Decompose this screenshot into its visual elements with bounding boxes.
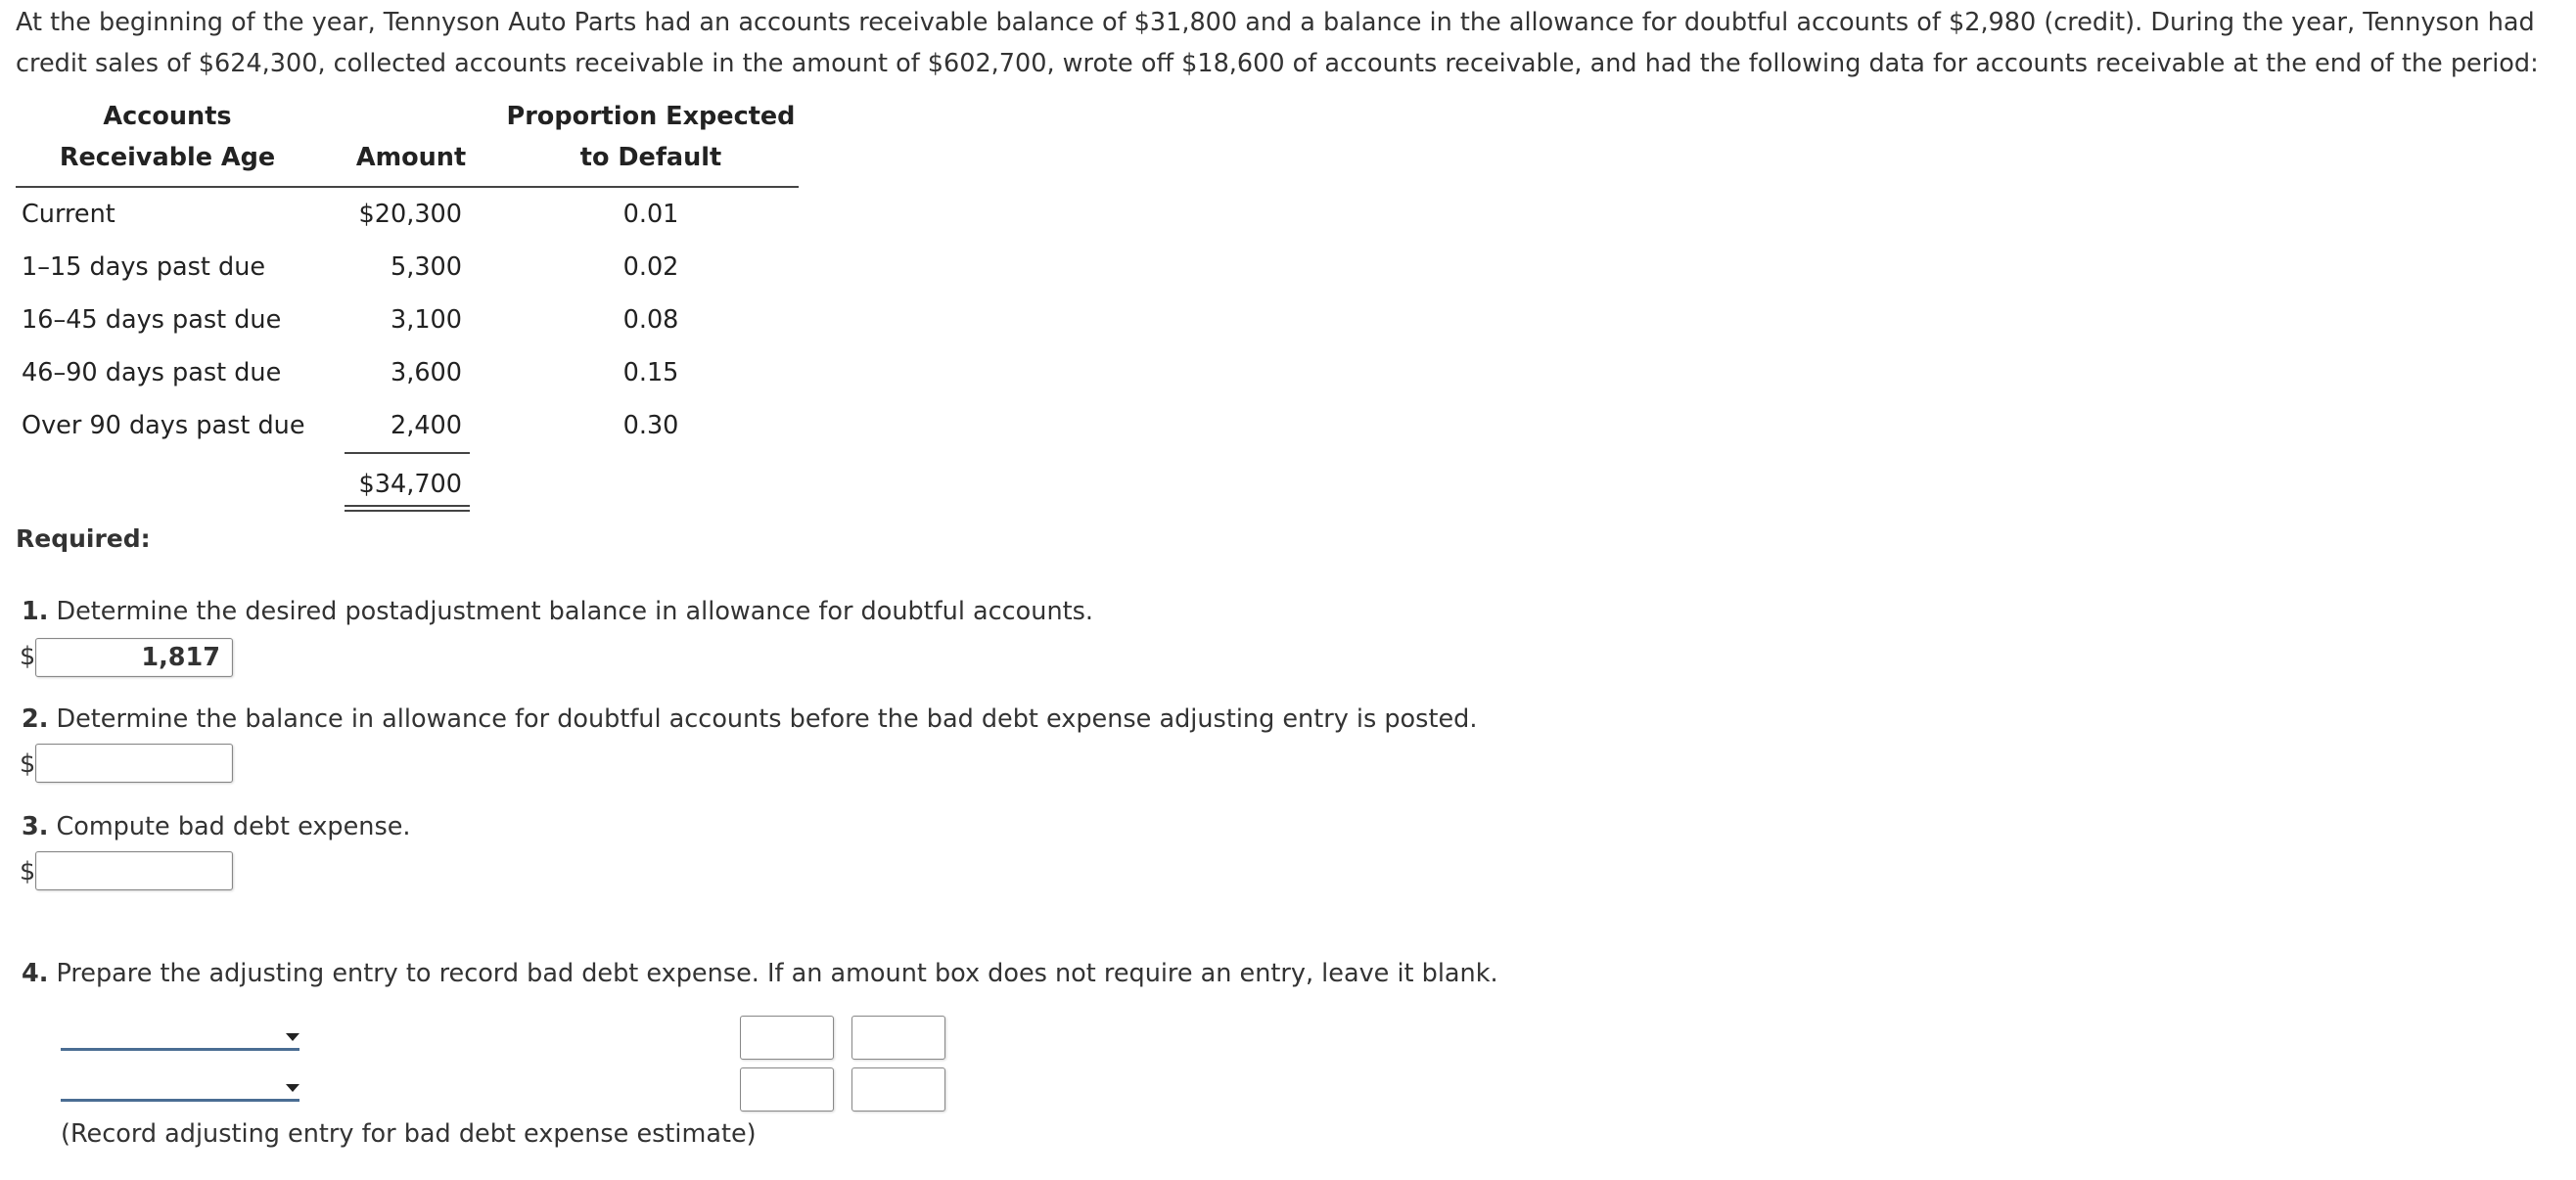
table-row [16, 188, 799, 241]
journal-debit-input-2[interactable] [740, 1067, 834, 1112]
row-amount: 3,100 [390, 305, 462, 335]
journal-entry-note: (Record adjusting entry for bad debt expense estimate) [61, 1119, 757, 1149]
dropdown-arrow-icon [286, 1084, 299, 1092]
table-row [16, 294, 799, 346]
question-2-text: Determine the balance in allowance for doubtful accounts before the bad debt expense adjusting entry is posted. [56, 704, 1478, 734]
row-age: Over 90 days past due [22, 411, 305, 440]
dropdown-arrow-icon [286, 1033, 299, 1041]
journal-debit-input-1[interactable] [740, 1016, 834, 1060]
header-age-line1: Accounts [103, 102, 232, 131]
row-age: Current [22, 200, 115, 229]
table-row [16, 399, 799, 452]
row-proportion: 0.08 [622, 305, 679, 335]
question-2-number: 2. [22, 704, 49, 734]
row-amount: $20,300 [358, 200, 462, 229]
header-prop-line1: Proportion Expected [506, 102, 796, 131]
row-amount: 3,600 [390, 358, 462, 387]
row-proportion: 0.01 [622, 200, 679, 229]
table-row [16, 346, 799, 399]
row-age: 46–90 days past due [22, 358, 282, 387]
row-age: 16–45 days past due [22, 305, 282, 335]
header-age [16, 96, 319, 178]
total-double-rule [345, 505, 470, 512]
row-age: 1–15 days past due [22, 252, 266, 282]
question-3-text: Compute bad debt expense. [56, 812, 411, 841]
question-4 [22, 959, 1498, 988]
question-1-number: 1. [22, 597, 49, 626]
question-4-number: 4. [22, 959, 49, 988]
journal-credit-input-2[interactable] [851, 1067, 945, 1112]
currency-symbol: $ [20, 642, 36, 671]
row-proportion: 0.15 [622, 358, 679, 387]
header-age-line2: Receivable Age [59, 143, 276, 172]
table-row [16, 241, 799, 294]
row-proportion: 0.02 [622, 252, 679, 282]
row-amount: 2,400 [390, 411, 462, 440]
question-3 [22, 812, 411, 841]
question-1 [22, 597, 1093, 626]
journal-credit-input-1[interactable] [851, 1016, 945, 1060]
header-amount: Amount [355, 143, 467, 172]
journal-account-select-1[interactable] [61, 1029, 299, 1051]
total-amount: $34,700 [358, 470, 462, 499]
header-prop-line2: to Default [579, 143, 722, 172]
journal-account-select-2[interactable] [61, 1080, 299, 1102]
header-proportion [487, 96, 814, 178]
currency-symbol: $ [20, 857, 36, 886]
row-amount: 5,300 [390, 252, 462, 282]
question-4-text: Prepare the adjusting entry to record bad debt expense. If an amount box does not require an entry, leave it blank. [56, 959, 1498, 988]
subtotal-rule [345, 452, 470, 454]
currency-symbol: $ [20, 749, 36, 779]
question-3-number: 3. [22, 812, 49, 841]
question-2 [22, 704, 1477, 734]
row-proportion: 0.30 [622, 411, 679, 440]
answer-3-input[interactable] [35, 851, 233, 890]
answer-1-input[interactable]: 1,817 [35, 638, 233, 677]
answer-2-input[interactable] [35, 744, 233, 783]
question-1-text: Determine the desired postadjustment balance in allowance for doubtful accounts. [56, 597, 1093, 626]
required-label: Required: [16, 524, 151, 553]
problem-intro: At the beginning of the year, Tennyson Auto Parts had an accounts receivable balance of $31,800 and a balance in the allowance for doubtful accounts of $2,980 (credit). During the year, Tennyson had credit sales of $624,300, collected accounts receivable in the amount of $602,700, wrote off $18,600 of accounts receivable, and had the following data for accounts receivable at the end of the period: [16, 8, 2539, 78]
